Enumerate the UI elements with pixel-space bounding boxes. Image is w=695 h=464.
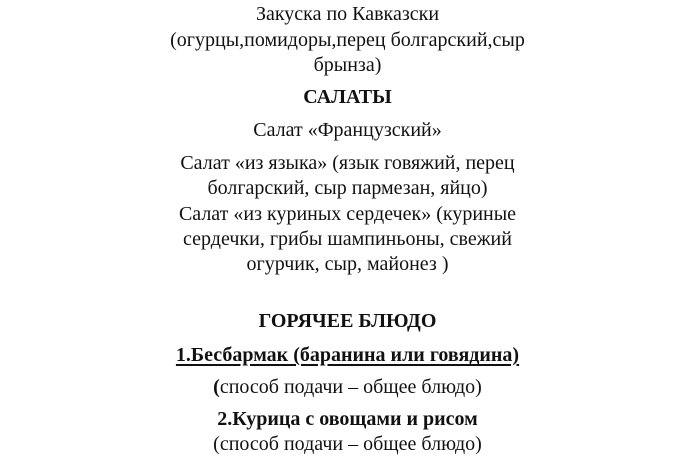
salad-hearts-line2: сердечки, грибы шампиньоны, свежий bbox=[183, 228, 512, 250]
salad-tongue-line2: болгарский, сыр пармезан, яйцо) bbox=[207, 177, 488, 199]
dish-2-serving: (способ подачи – общее блюдо) bbox=[213, 433, 482, 455]
dish-1-serving bbox=[0, 376, 695, 399]
hot-dish-heading: ГОРЯЧЕЕ БЛЮДО bbox=[258, 310, 437, 332]
dish-1-serving-paren: ( bbox=[213, 376, 220, 398]
appetizer-description-line2: брынза) bbox=[313, 54, 382, 76]
salad-hearts-line3: огурчик, сыр, майонез ) bbox=[246, 253, 449, 275]
dish-2-title: 2.Курица с овощами и рисом bbox=[217, 408, 478, 430]
appetizer-description-line1: (огурцы,помидоры,перец болгарский,сыр bbox=[170, 29, 525, 51]
dish-1-title-text: 1.Бесбармак (баранина или говядина) bbox=[175, 344, 520, 366]
dish-1-title bbox=[0, 344, 695, 367]
salad-french: Салат «Французский» bbox=[253, 119, 442, 141]
salad-tongue-line1: Салат «из языка» (язык говяжий, перец bbox=[180, 152, 515, 174]
appetizer-title: Закуска по Кавказски bbox=[255, 3, 440, 25]
salads-heading: САЛАТЫ bbox=[303, 86, 392, 108]
salad-hearts-line1: Салат «из куриных сердечек» (куриные bbox=[178, 203, 517, 225]
dish-1-serving-text: способ подачи – общее блюдо) bbox=[219, 376, 482, 398]
